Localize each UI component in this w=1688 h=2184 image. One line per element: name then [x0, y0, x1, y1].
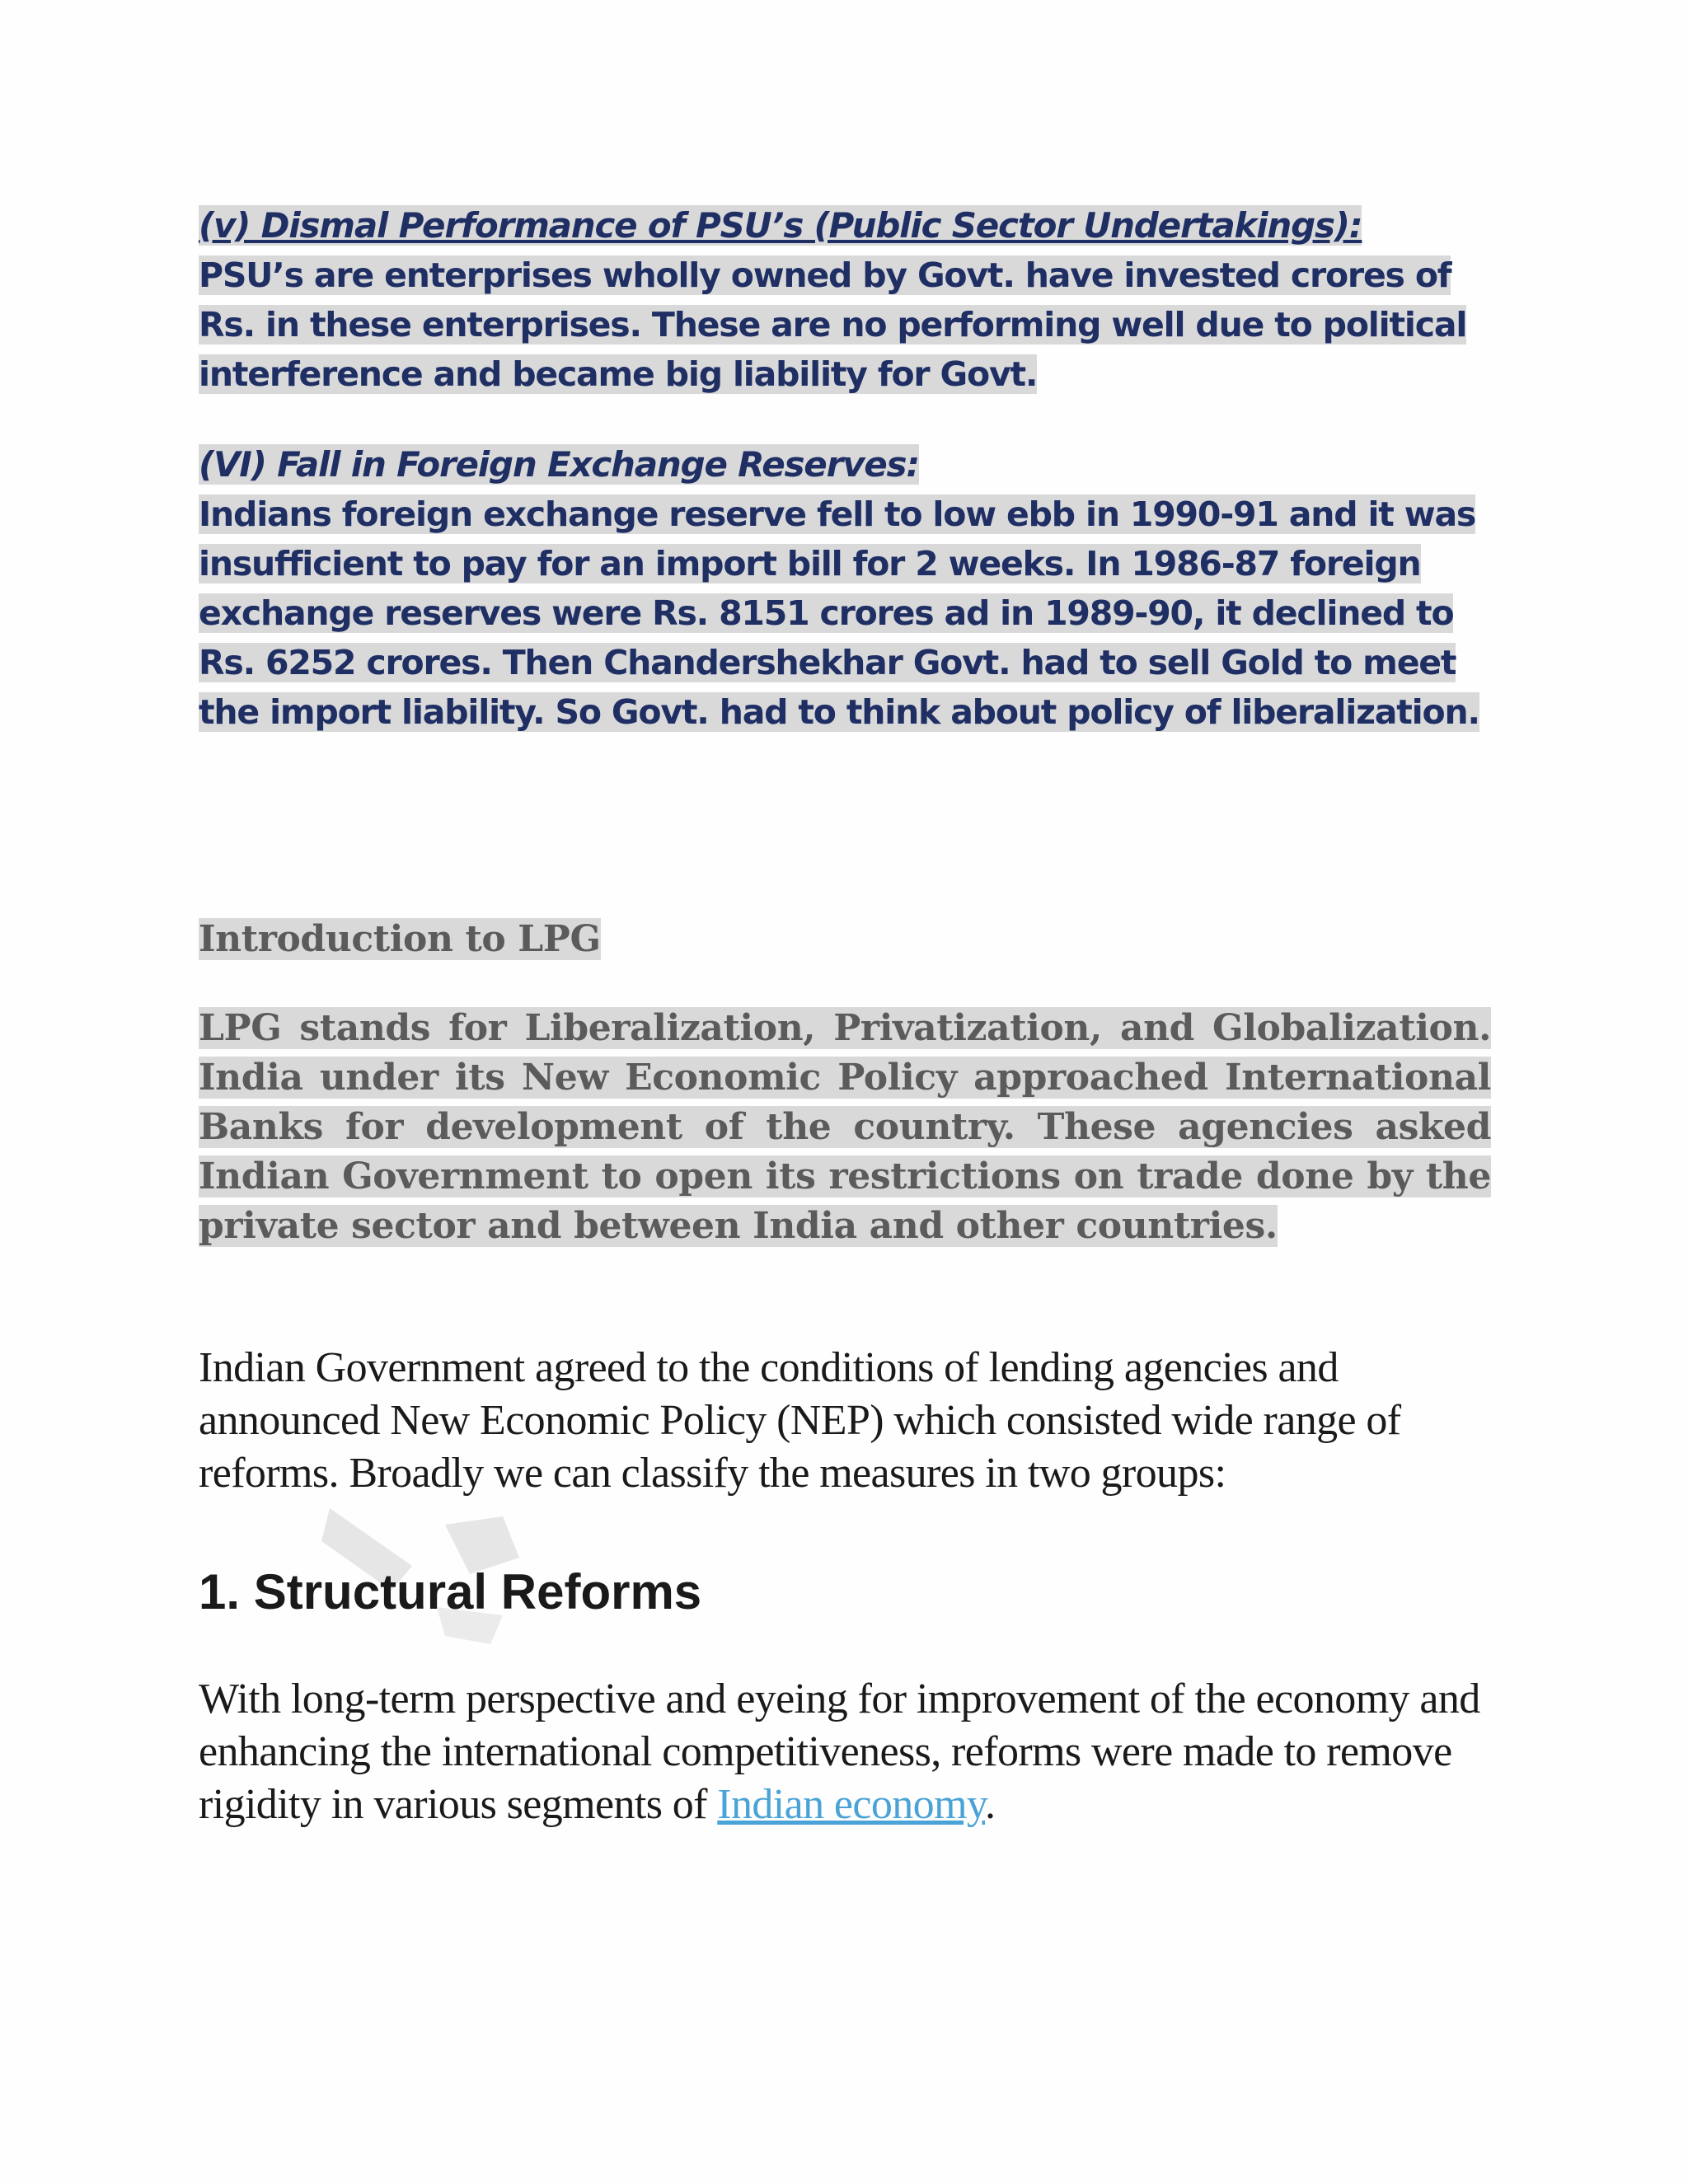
structural-paragraph-text: With long-term perspective and eyeing for improvement of the economy and enhancing the international competitiveness, reforms were made to remove rigidity in various segments of	[199, 1675, 1480, 1828]
lpg-body: LPG stands for Liberalization, Privatization, and Globalization. India under its New Economic Policy approached International Banks for development of the country. These agencies asked Indian Government to open its restrictions on trade done by the private sector and between India and other countries.	[199, 1007, 1491, 1247]
nep-paragraph: Indian Government agreed to the conditions of lending agencies and announced New Economic Policy (NEP) which consisted wide range of reforms. Broadly we can classify the measures in two groups:	[199, 1344, 1401, 1497]
forex-section-body: Indians foreign exchange reserve fell to low ebb in 1990-91 and it was insufficient to pay for an import bill for 2 weeks. In 1986-87 foreign exchange reserves were Rs. 8151 crores ad in 1989-90, it declined to Rs. 6252 crores. Then Chandershekhar Govt. had to sell Gold to meet the import liability. So Govt. had to think about policy of liberalization.	[199, 494, 1479, 732]
structural-reforms-heading: 1. Structural Reforms	[199, 1564, 702, 1619]
indian-economy-link[interactable]: Indian economy	[717, 1781, 985, 1828]
lpg-title: Introduction to LPG	[199, 918, 601, 960]
structural-paragraph-trailing: .	[984, 1781, 996, 1828]
psu-section	[199, 201, 1491, 399]
structural-paragraph	[199, 1673, 1491, 1831]
psu-section-title: (v) Dismal Performance of PSU’s (Public Sector Undertakings):	[199, 205, 1362, 246]
forex-section-title: (VI) Fall in Foreign Exchange Reserves:	[199, 444, 919, 485]
forex-section	[199, 440, 1491, 737]
psu-section-body: PSU’s are enterprises wholly owned by Govt. have invested crores of Rs. in these enterprises. These are no performing well due to political interference and became big liability for Govt.	[199, 255, 1467, 394]
